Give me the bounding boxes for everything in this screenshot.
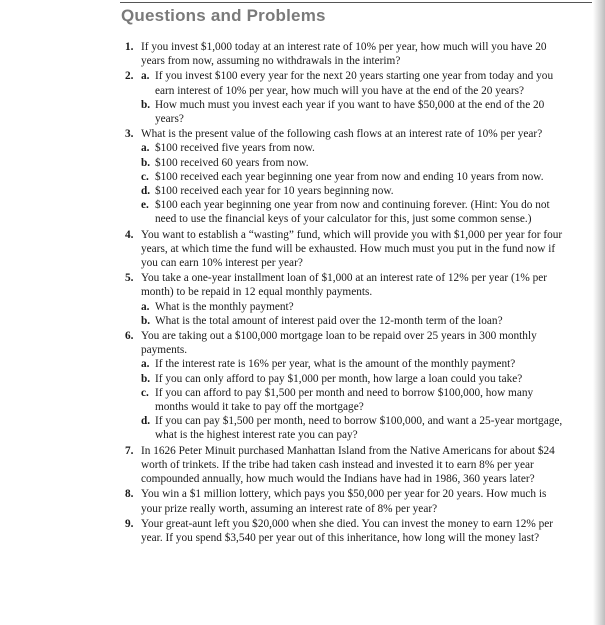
subpart-letter: c. <box>141 386 149 399</box>
problem-subpart <box>141 386 565 414</box>
subpart-letter: a. <box>141 70 150 83</box>
problem-text: You win a $1 million lottery, which pays you $50,000 per year for 20 years. How much is your prize really worth, assuming an interest rate of 8% per year? <box>141 488 547 515</box>
problem-subpart <box>141 414 565 442</box>
problem-text: You take a one-year installment loan of $1,000 at an interest rate of 12% per year (1% per month) to be repaid in 12 equal monthly payments. <box>141 272 548 299</box>
problem-item <box>125 517 565 545</box>
problem-text: You want to establish a “wasting” fund, which will provide you with $1,000 per year for four years, at which time the fund will be exhausted. How much must you put in the fund now if you can earn 10% interest per year? <box>141 228 563 270</box>
problem-number: 8. <box>125 488 134 501</box>
problem-subpart <box>141 198 565 226</box>
subpart-text: If you can pay $1,500 per month, need to borrow $100,000, and want a 25-year mortgage, what is the highest interest rate you can pay? <box>155 415 563 442</box>
problem-number: 5. <box>125 272 134 285</box>
section-title: Questions and Problems <box>121 6 326 25</box>
subpart-letter: e. <box>141 199 149 212</box>
problem-subpart <box>141 170 565 184</box>
subpart-letter: b. <box>141 156 151 169</box>
problem-subpart <box>141 372 565 386</box>
problem-subpart <box>141 300 565 314</box>
subpart-text: What is the total amount of interest paid over the 12-month term of the loan? <box>155 314 503 327</box>
problem-number: 1. <box>125 41 134 53</box>
subpart-text: How much must you invest each year if you want to have $50,000 at the end of the 20 years? <box>155 98 545 126</box>
problem-text: What is the present value of the following cash flows at an interest rate of 10% per year? <box>141 128 543 141</box>
problem-number: 9. <box>125 517 134 530</box>
problem-number: 2. <box>125 70 134 83</box>
problem-subpart <box>141 69 565 97</box>
problem-subpart <box>141 357 565 371</box>
problem-subpart <box>141 314 565 328</box>
subpart-text: $100 received each year for 10 years beginning now. <box>155 185 394 198</box>
problem-subpart <box>141 156 565 170</box>
problem-number: 6. <box>125 330 134 343</box>
problem-text: You are taking out a $100,000 mortgage loan to be repaid over 25 years in 300 monthly payments. <box>141 330 537 357</box>
problem-item <box>125 127 565 226</box>
problem-text: In 1626 Peter Minuit purchased Manhattan Island from the Native Americans for about $24 worth of trinkets. If the tribe had taken cash instead and invested it to earn 8% per year compounded annually, how much would the Indians have had in 1986, 360 years later? <box>141 444 555 486</box>
problem-list <box>125 40 565 546</box>
problem-item <box>125 444 565 487</box>
subpart-text: If the interest rate is 16% per year, what is the amount of the monthly payment? <box>155 358 516 371</box>
problem-subpart <box>141 141 565 155</box>
problem-item <box>125 40 565 68</box>
problem-item <box>125 329 565 443</box>
subpart-text: If you invest $100 every year for the next 20 years starting one year from today and you earn interest of 10% per year, how much will you have at the end of the 20 years? <box>155 70 554 97</box>
problem-text: Your great-aunt left you $20,000 when she died. You can invest the money to earn 12% per year. If you spend $3,540 per year out of this inheritance, how long will the money last? <box>141 517 554 544</box>
subpart-letter: b. <box>141 98 151 111</box>
subpart-text: $100 each year beginning one year from now and continuing forever. (Hint: You do not need to use the financial keys of your calculator for this, just some common sense.) <box>155 199 550 226</box>
problem-number: 3. <box>125 128 134 141</box>
subpart-text: If you can afford to pay $1,500 per month and need to borrow $100,000, how many months would it take to pay off the mortgage? <box>155 386 534 414</box>
subpart-letter: d. <box>141 185 151 198</box>
problem-text: If you invest $1,000 today at an interest rate of 10% per year, how much will you have 20 years from now, assuming no withdrawals in the interim? <box>141 41 547 68</box>
subpart-text: $100 received each year beginning one year from now and ending 10 years from now. <box>155 170 544 183</box>
problem-subpart <box>141 98 565 126</box>
subpart-text: If you can only afford to pay $1,000 per month, how large a loan could you take? <box>155 372 523 385</box>
problem-number: 4. <box>125 228 134 241</box>
subpart-letter: a. <box>141 142 150 155</box>
subpart-letter: a. <box>141 300 150 313</box>
problem-item <box>125 228 565 271</box>
subpart-text: $100 received 60 years from now. <box>155 156 309 169</box>
problem-item <box>125 271 565 328</box>
page-edge-shadow <box>593 0 605 625</box>
problem-item <box>125 69 565 126</box>
subpart-letter: b. <box>141 372 151 385</box>
problem-number: 7. <box>125 444 134 457</box>
problem-subpart <box>141 184 565 198</box>
problem-item <box>125 487 565 515</box>
subpart-letter: a. <box>141 358 150 371</box>
subpart-letter: c. <box>141 170 149 183</box>
header-rule <box>120 2 592 3</box>
subpart-letter: b. <box>141 314 151 327</box>
subpart-text: What is the monthly payment? <box>155 300 294 313</box>
subpart-text: $100 received five years from now. <box>155 142 315 155</box>
subpart-letter: d. <box>141 415 151 428</box>
